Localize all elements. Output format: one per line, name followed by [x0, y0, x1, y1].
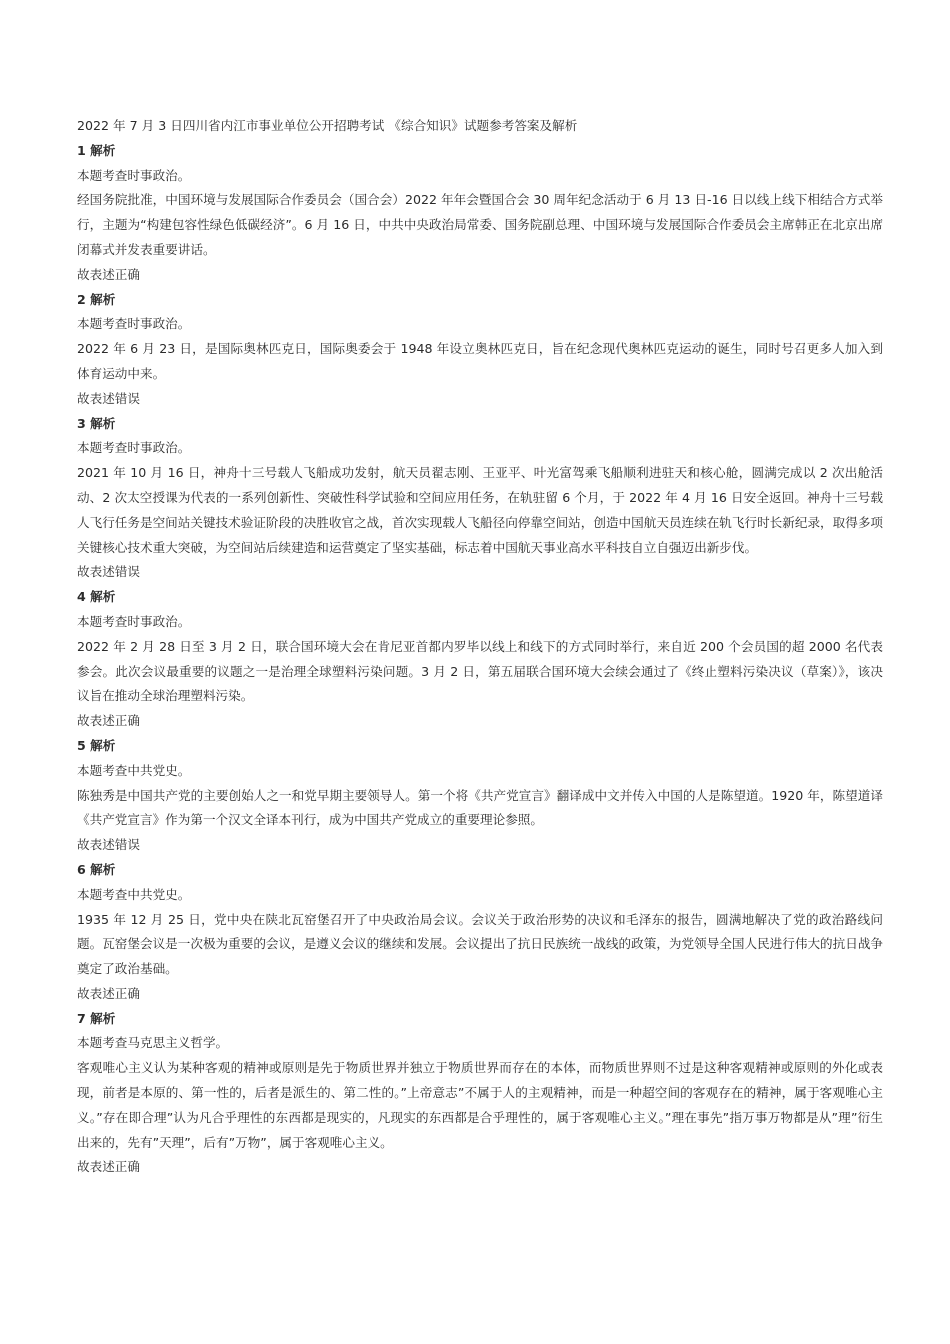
section-body: 2022 年 6 月 23 日，是国际奥林匹克日，国际奥委会于 1948 年设立奥林匹克日，旨在纪念现代奥林匹克运动的诞生，同时号召更多人加入到体育运动中来。 [77, 341, 883, 381]
section-topic: 本题考查马克思主义哲学。 [77, 1035, 229, 1051]
answer-section-4 [77, 585, 883, 734]
section-heading: 6 解析 [77, 861, 116, 877]
section-body: 1935 年 12 月 25 日，党中央在陕北瓦窑堡召开了中央政治局会议。会议关于政治形势的决议和毛泽东的报告，圆满地解决了党的政治路线问题。瓦窑堡会议是一次极为重要的会议，是遵义会议的继续和发展。会议提出了抗日民族统一战线的政策，为党领导全国人民进行伟大的抗日战争奠定了政治基础。 [77, 911, 883, 977]
section-topic: 本题考查时事政治。 [77, 167, 191, 183]
answer-section-3 [77, 412, 883, 586]
section-topic: 本题考查中共党史。 [77, 762, 191, 778]
answer-section-5 [77, 734, 883, 858]
section-body: 2022 年 2 月 28 日至 3 月 2 日，联合国环境大会在肯尼亚首都内罗毕以线上和线下的方式同时举行，来自近 200 个会员国的超 2000 名代表参会。此次会议最重要的议题之一是治理全球塑料污染问题。3 月 2 日，第五届联合国环境大会续会通过了《终止塑料污染决议（草案）》，该决议旨在推动全球治理塑料污染。 [77, 638, 883, 704]
answer-section-2 [77, 288, 883, 412]
section-heading: 5 解析 [77, 737, 116, 753]
section-conclusion: 故表述正确 [77, 985, 140, 1001]
section-conclusion: 故表述正确 [77, 1159, 140, 1175]
section-topic: 本题考查时事政治。 [77, 440, 191, 456]
section-heading: 4 解析 [77, 589, 116, 605]
section-conclusion: 故表述正确 [77, 713, 140, 729]
section-body: 经国务院批准，中国环境与发展国际合作委员会（国合会）2022 年年会暨国合会 30 周年纪念活动于 6 月 13 日-16 日以线上线下相结合方式举行，主题为“构建包容性绿色低碳经济”。6 月 16 日，中共中央政治局常委、国务院副总理、中国环境与发展国际合作委员会主席韩正在北京出席闭幕式并发表重要讲话。 [77, 192, 883, 257]
section-body: 陈独秀是中国共产党的主要创始人之一和党早期主要领导人。第一个将《共产党宣言》翻译成中文并传入中国的人是陈望道。1920 年，陈望道译《共产党宣言》作为第一个汉文全译本刊行，成为中国共产党成立的重要理论参照。 [77, 787, 883, 828]
section-conclusion: 故表述错误 [77, 837, 140, 853]
section-heading: 1 解析 [77, 142, 116, 158]
section-conclusion: 故表述错误 [77, 564, 140, 580]
section-heading: 3 解析 [77, 415, 116, 431]
document-title: 2022 年 7 月 3 日四川省内江市事业单位公开招聘考试 《综合知识》试题参考答案及解析 [77, 118, 578, 133]
answer-section-6 [77, 858, 883, 1007]
answer-section-1 [77, 139, 883, 288]
section-heading: 2 解析 [77, 291, 116, 307]
answer-section-7 [77, 1007, 883, 1181]
section-heading: 7 解析 [77, 1010, 116, 1026]
section-topic: 本题考查中共党史。 [77, 886, 191, 902]
section-body: 2021 年 10 月 16 日，神舟十三号载人飞船成功发射，航天员翟志刚、王亚平、叶光富驾乘飞船顺利进驻天和核心舱，圆满完成以 2 次出舱活动、2 次太空授课为代表的一系列创新性、突破性科学试验和空间应用任务，在轨驻留 6 个月，于 2022 年 4 月 16 日安全返回。神舟十三号载人飞行任务是空间站关键技术验证阶段的决胜收官之战，首次实现载人飞船径向停靠空间站，创造中国航天员连续在轨飞行时长新纪录，取得多项关键核心技术重大突破，为空间站后续建造和运营奠定了坚实基础，标志着中国航天事业高水平科技自立自强迈出新步伐。 [77, 465, 883, 555]
document-page [77, 114, 883, 1180]
section-topic: 本题考查时事政治。 [77, 316, 191, 332]
section-conclusion: 故表述正确 [77, 266, 140, 282]
section-topic: 本题考查时事政治。 [77, 613, 191, 629]
section-body: 客观唯心主义认为某种客观的精神或原则是先于物质世界并独立于物质世界而存在的本体，而物质世界则不过是这种客观精神或原则的外化或表现，前者是本原的、第一性的，后者是派生的、第二性的。”上帝意志”不属于人的主观精神，而是一种超空间的客观存在的精神，属于客观唯心主义。”存在即合理”认为凡合乎理性的东西都是现实的，凡现实的东西都是合乎理性的，属于客观唯心主义。”理在事先”指万事万物都是从”理”衍生出来的，先有”天理”，后有”万物”，属于客观唯心主义。 [77, 1060, 883, 1150]
section-conclusion: 故表述错误 [77, 390, 140, 406]
